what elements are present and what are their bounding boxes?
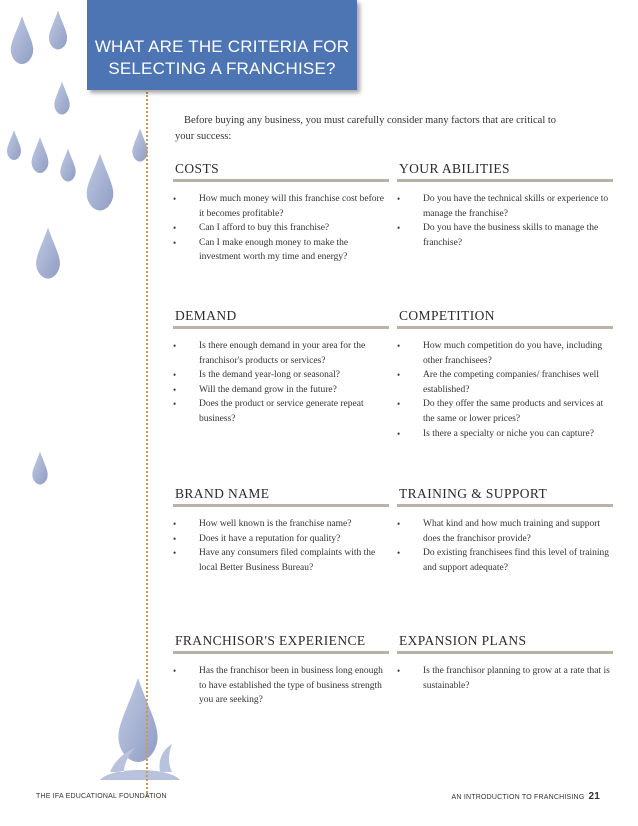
footer-book-title: AN INTRODUCTION TO FRANCHISING xyxy=(451,794,585,801)
list-item xyxy=(173,339,389,368)
section-brand-name xyxy=(173,485,389,575)
list-item-text: Do they offer the same products and services at the same or lower prices? xyxy=(423,399,604,424)
bullet-list xyxy=(397,517,613,575)
drop-icon xyxy=(54,82,69,115)
bullet-icon: • xyxy=(173,533,177,544)
list-item xyxy=(397,192,613,221)
footer-publisher: THE IFA EDUCATIONAL FOUNDATION xyxy=(36,793,167,800)
bullet-icon: • xyxy=(397,519,401,529)
bullet-list xyxy=(173,339,389,427)
list-item xyxy=(173,397,389,426)
section-rule xyxy=(397,326,613,329)
bullet-icon: • xyxy=(173,223,177,234)
list-item-text: Is there enough demand in your area for the franchisor's products or services? xyxy=(199,341,366,366)
list-item xyxy=(397,339,613,368)
list-item-text: How much competition do you have, including other franchisees? xyxy=(423,341,603,366)
section-rule xyxy=(397,179,613,182)
drop-icon xyxy=(32,137,49,173)
drop-icon xyxy=(32,452,47,485)
section-heading: EXPANSION PLANS xyxy=(399,633,527,648)
raindrops-decoration xyxy=(0,0,200,800)
page-title: WHAT ARE THE CRITERIA FOR SELECTING A FRANCHISE? xyxy=(94,37,350,78)
list-item-text: How much money will this franchise cost before it becomes profitable? xyxy=(199,194,384,219)
bullet-icon: • xyxy=(397,399,401,410)
list-item-text: Do existing franchisees find this level of training and support adequate? xyxy=(423,548,609,573)
section-training-support xyxy=(397,485,613,575)
bullet-icon: • xyxy=(397,428,401,439)
bullet-list xyxy=(397,339,613,441)
section-heading: YOUR ABILITIES xyxy=(399,161,510,176)
bullet-icon: • xyxy=(397,370,401,381)
section-heading: BRAND NAME xyxy=(175,486,270,501)
drop-icon xyxy=(118,678,157,762)
list-item xyxy=(397,368,613,397)
list-item xyxy=(397,546,613,575)
dotted-divider xyxy=(146,92,148,797)
list-item xyxy=(397,397,613,426)
bullet-icon: • xyxy=(173,384,177,395)
drop-icon xyxy=(87,154,114,211)
title-banner xyxy=(87,0,357,90)
list-item-text: Is the franchisor planning to grow at a rate that is sustainable? xyxy=(423,666,610,691)
section-franchisor-s-experience xyxy=(173,632,389,708)
bullet-icon: • xyxy=(397,223,401,234)
list-item-text: How well known is the franchise name? xyxy=(199,519,352,529)
bullet-icon: • xyxy=(173,519,177,529)
bullet-icon: • xyxy=(397,341,401,351)
list-item xyxy=(173,236,389,265)
bullet-icon: • xyxy=(397,194,401,204)
list-item xyxy=(173,192,389,221)
section-heading: COSTS xyxy=(175,161,220,176)
list-item-text: Is the demand year-long or seasonal? xyxy=(199,370,340,381)
drop-icon xyxy=(36,228,60,279)
list-item xyxy=(173,546,389,575)
drop-icon xyxy=(49,10,67,49)
bullet-list xyxy=(173,664,389,708)
list-item xyxy=(173,517,389,532)
bullet-icon: • xyxy=(173,666,177,676)
section-rule xyxy=(397,651,613,654)
section-competition xyxy=(397,307,613,441)
bullet-icon: • xyxy=(173,237,177,248)
section-heading: TRAINING & SUPPORT xyxy=(399,486,548,501)
list-item-text: What kind and how much training and support does the franchisor provide? xyxy=(423,519,601,544)
list-item xyxy=(173,368,389,383)
section-your-abilities xyxy=(397,160,613,250)
bullet-icon: • xyxy=(173,370,177,381)
list-item-text: Can I make enough money to make the investment worth my time and energy? xyxy=(199,237,349,263)
bullet-icon: • xyxy=(397,666,401,676)
bullet-icon: • xyxy=(173,341,177,351)
list-item xyxy=(173,383,389,398)
section-rule xyxy=(397,504,613,507)
section-demand xyxy=(173,307,389,427)
list-item xyxy=(173,221,389,236)
intro-paragraph: Before buying any business, you must carefully consider many factors that are critical to your success: xyxy=(175,115,557,142)
bullet-icon: • xyxy=(173,194,177,204)
list-item-text: Are the competing companies/ franchises well established? xyxy=(423,370,599,395)
drop-icon xyxy=(60,149,75,182)
section-heading: COMPETITION xyxy=(399,308,495,323)
section-expansion-plans xyxy=(397,632,613,693)
section-heading: FRANCHISOR'S EXPERIENCE xyxy=(175,633,366,648)
list-item-text: Has the franchisor been in business long enough to have established the type of business strength you are seeking? xyxy=(199,666,383,706)
drop-icon xyxy=(11,16,33,64)
list-item xyxy=(397,427,613,442)
list-item xyxy=(173,664,389,708)
bullet-icon: • xyxy=(173,548,177,559)
list-item-text: Do you have the business skills to manage the franchise? xyxy=(423,223,599,248)
section-rule xyxy=(173,651,389,654)
section-rule xyxy=(173,326,389,329)
drop-icon xyxy=(7,130,21,160)
bullet-list xyxy=(397,664,613,693)
list-item-text: Does it have a reputation for quality? xyxy=(199,533,341,544)
list-item xyxy=(173,532,389,547)
section-rule xyxy=(173,179,389,182)
list-item-text: Do you have the technical skills or experience to manage the franchise? xyxy=(423,194,609,219)
bullet-list xyxy=(397,192,613,250)
list-item xyxy=(397,664,613,693)
section-costs xyxy=(173,160,389,265)
bullet-list xyxy=(173,192,389,265)
list-item xyxy=(397,221,613,250)
list-item xyxy=(397,517,613,546)
list-item-text: Is there a specialty or niche you can capture? xyxy=(423,428,594,439)
page-number: 21 xyxy=(588,791,600,802)
section-rule xyxy=(173,504,389,507)
bullet-list xyxy=(173,517,389,575)
list-item-text: Will the demand grow in the future? xyxy=(199,384,337,395)
list-item-text: Does the product or service generate repeat business? xyxy=(199,399,364,424)
list-item-text: Can I afford to buy this franchise? xyxy=(199,223,330,234)
section-heading: DEMAND xyxy=(175,308,237,323)
footer-right xyxy=(452,791,600,802)
list-item-text: Have any consumers filed complaints with the local Better Business Bureau? xyxy=(199,548,376,573)
bullet-icon: • xyxy=(173,399,177,410)
bullet-icon: • xyxy=(397,548,401,559)
